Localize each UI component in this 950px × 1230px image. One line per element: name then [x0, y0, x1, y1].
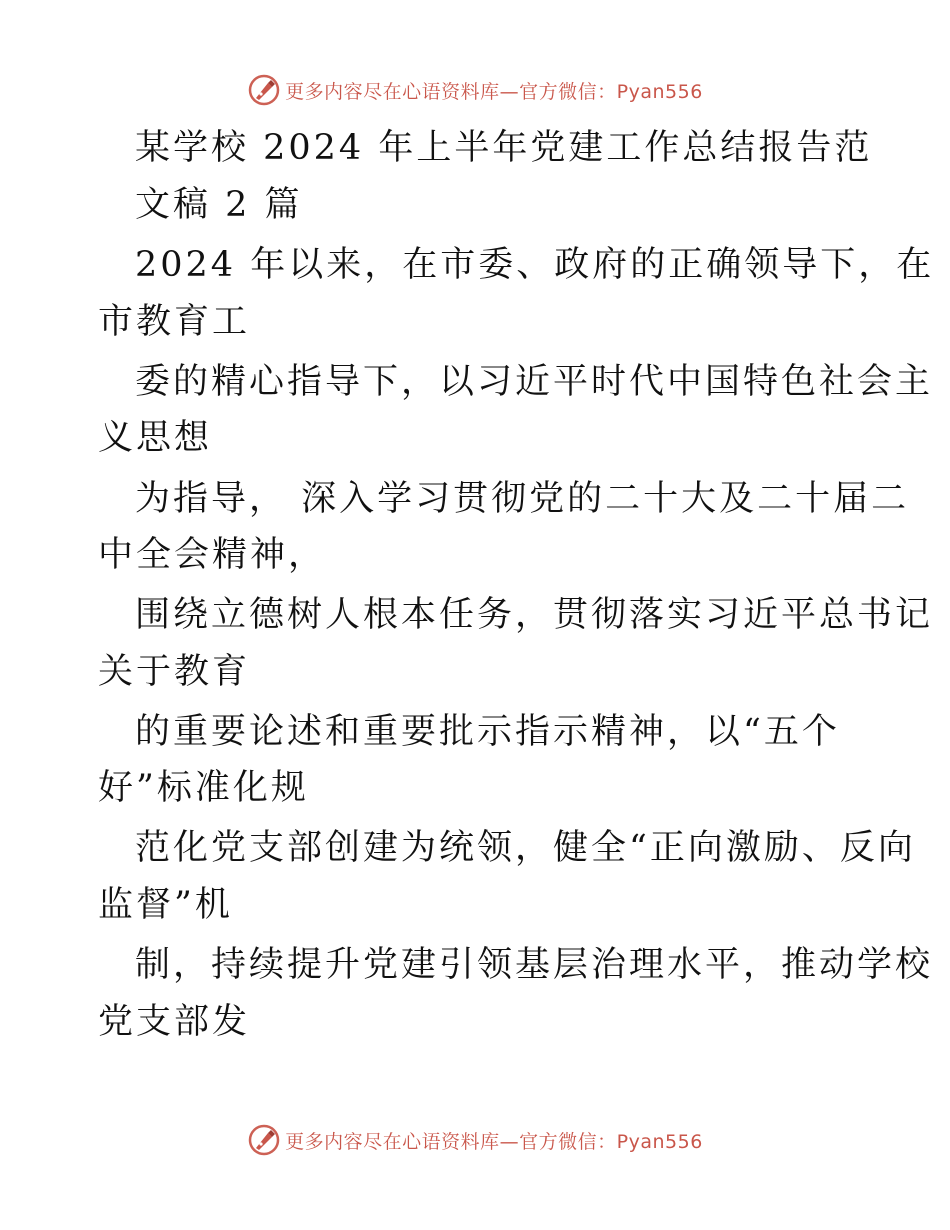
body-line: 范化党支部创建为统领，健全“正向激励、反向 — [135, 828, 916, 868]
body-line: 市教育工 — [98, 302, 251, 342]
body-line: 党支部发 — [98, 1002, 251, 1042]
body-line: 中全会精神， — [98, 535, 327, 575]
footer-watermark — [0, 1120, 950, 1160]
header-watermark-text: 更多内容尽在心语资料库—官方微信：Pyan556 — [285, 80, 703, 103]
pen-nib-logo-icon — [247, 73, 281, 107]
document-title-line-2: 文稿 2 篇 — [135, 185, 303, 225]
body-line: 制，持续提升党建引领基层治理水平，推动学校 — [135, 945, 934, 985]
body-line: 为指导， 深入学习贯彻党的二十大及二十届二 — [135, 479, 910, 519]
body-line: 委的精心指导下，以习近平时代中国特色社会主 — [135, 362, 934, 402]
body-line: 2024 年以来，在市委、政府的正确领导下，在 — [135, 245, 935, 285]
body-line: 的重要论述和重要批示指示精神，以“五个 — [135, 712, 840, 752]
body-line: 义思想 — [98, 418, 213, 458]
pen-nib-logo-icon — [247, 1123, 281, 1157]
body-line: 监督”机 — [98, 885, 233, 925]
body-line: 好”标准化规 — [98, 768, 309, 808]
document-title-line-1: 某学校 2024 年上半年党建工作总结报告范 — [135, 128, 873, 168]
footer-watermark-text: 更多内容尽在心语资料库—官方微信：Pyan556 — [285, 1130, 703, 1153]
body-line: 关于教育 — [98, 652, 251, 692]
header-watermark — [0, 70, 950, 110]
body-line: 围绕立德树人根本任务，贯彻落实习近平总书记 — [135, 595, 934, 635]
